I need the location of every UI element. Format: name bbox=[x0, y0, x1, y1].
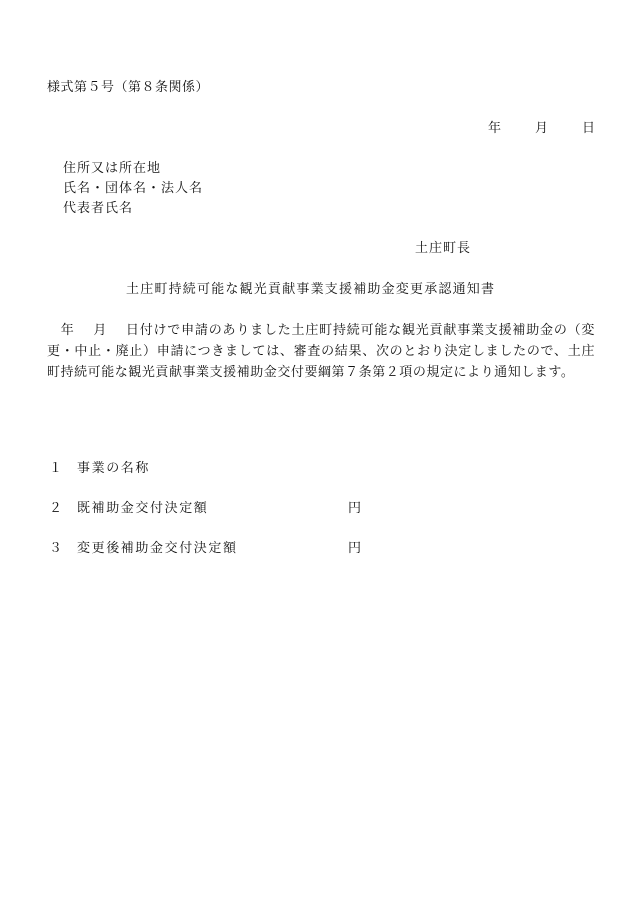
item-number: １ bbox=[49, 461, 63, 476]
date-year-label: 年 bbox=[488, 121, 502, 136]
date-month-label: 月 bbox=[535, 121, 549, 136]
item-label-project-name: 事業の名称 bbox=[77, 461, 151, 476]
addressee-name-label: 氏名・団体名・法人名 bbox=[63, 181, 204, 196]
form-number-label: 様式第５号（第８条関係） bbox=[47, 80, 210, 95]
addressee-address-label: 住所又は所在地 bbox=[63, 161, 162, 176]
item-label-existing-amount: 既補助金交付決定額 bbox=[77, 501, 209, 516]
item-label-changed-amount: 変更後補助金交付決定額 bbox=[77, 541, 238, 556]
item-number: ３ bbox=[49, 541, 63, 556]
date-day-label: 日 bbox=[582, 121, 596, 136]
body-paragraph: 年 月 日付けで申請のありました土庄町持続可能な観光貢献事業支援補助金の（変更・中止・廃止）申請につきましては、審査の結果、次のとおり決定しましたので、土庄町持続可能な観光貢献事業支援補助金交付要綱第７条第２項の規定により通知します。 bbox=[47, 323, 595, 380]
item-unit-yen: 円 bbox=[348, 541, 362, 556]
issuer-name: 土庄町長 bbox=[415, 241, 472, 256]
document-title: 土庄町持続可能な観光貢献事業支援補助金変更承認通知書 bbox=[126, 282, 496, 297]
addressee-representative-label: 代表者氏名 bbox=[63, 201, 134, 216]
item-unit-yen: 円 bbox=[348, 501, 362, 516]
item-number: ２ bbox=[49, 501, 63, 516]
date-line bbox=[488, 121, 595, 137]
